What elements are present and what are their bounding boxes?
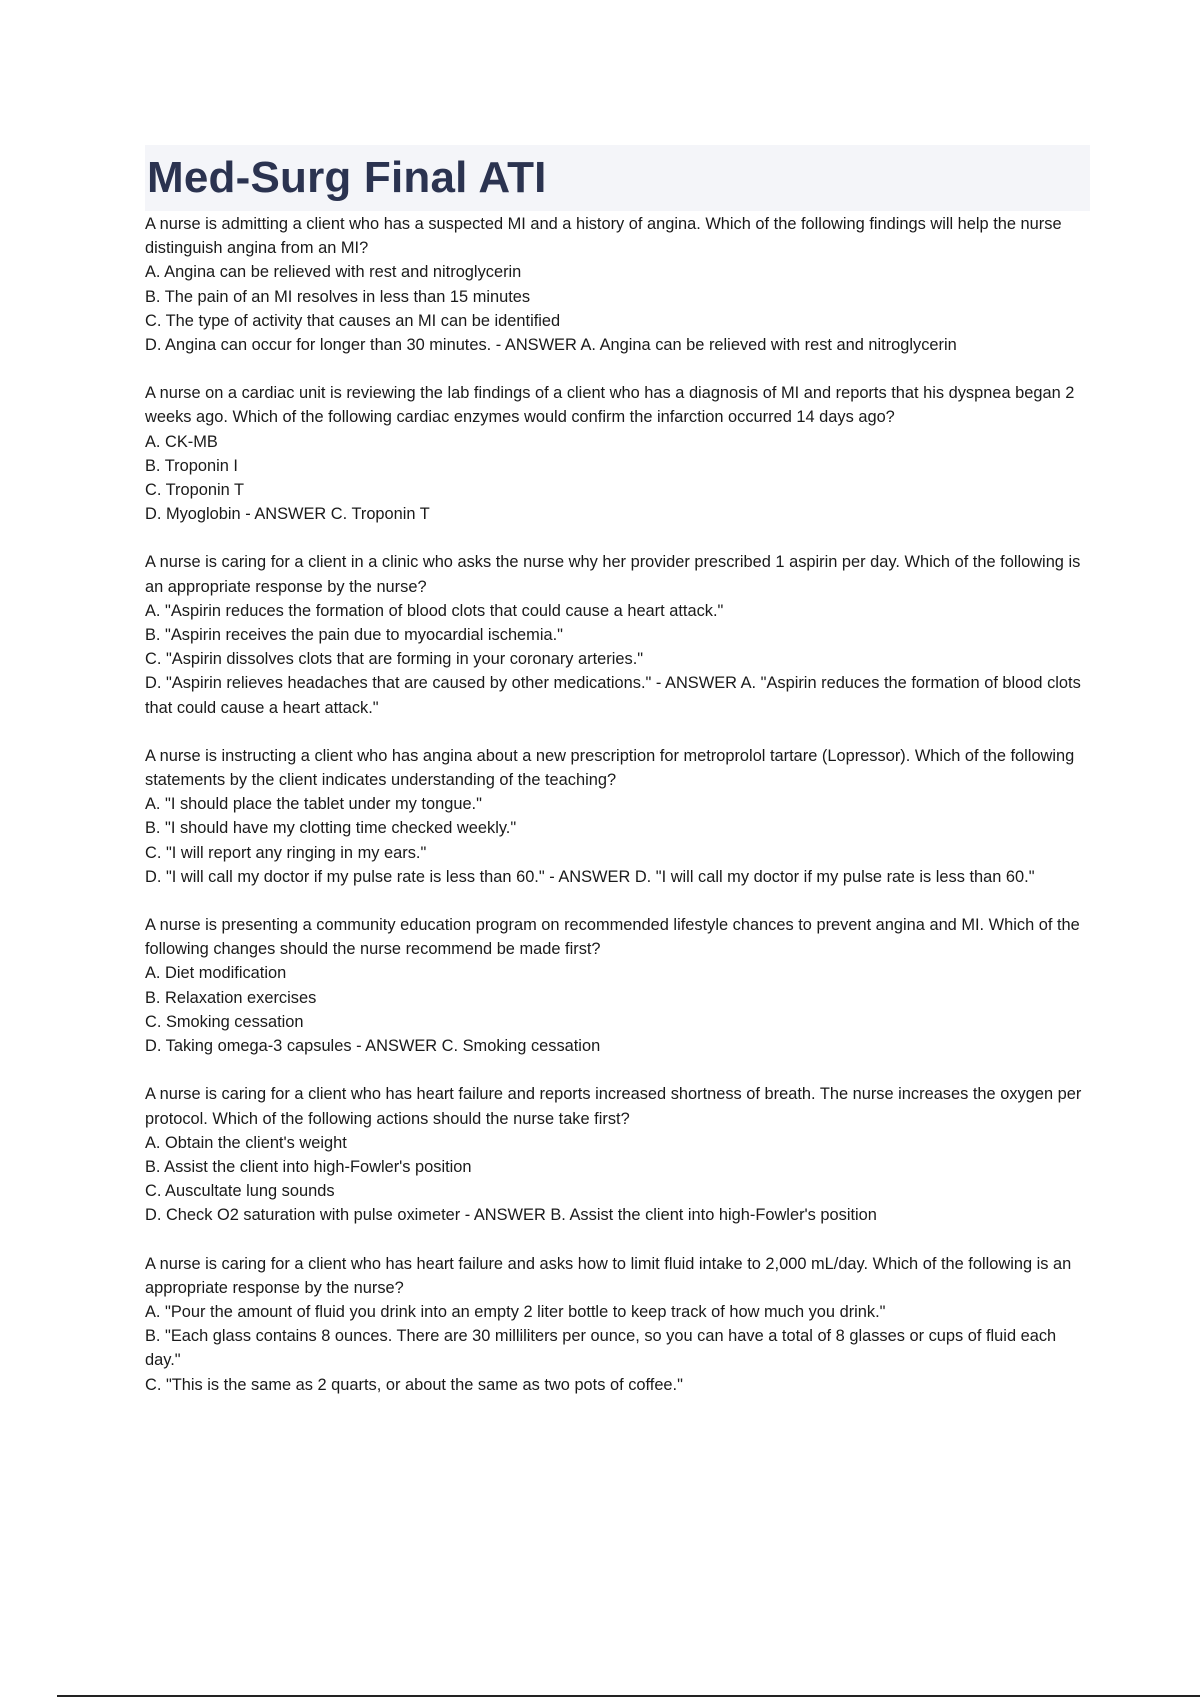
question-stem: A nurse is presenting a community education program on recommended lifestyle chances to prevent angina and MI. Which of the following changes should the nurse recommend be made first?	[145, 916, 1080, 959]
document-page	[145, 145, 1090, 1421]
answer-option: C. Smoking cessation	[145, 1012, 304, 1031]
answer-option: B. Troponin I	[145, 456, 238, 475]
answer-option-with-key: D. Check O2 saturation with pulse oximeter - ANSWER B. Assist the client into high-Fowler's position	[145, 1206, 877, 1225]
answer-option: C. "This is the same as 2 quarts, or about the same as two pots of coffee."	[145, 1375, 683, 1394]
question-list	[145, 212, 1090, 1397]
page-bottom-rule	[57, 1695, 1200, 1697]
question-block-6	[145, 1082, 1090, 1227]
answer-option: A. Diet modification	[145, 964, 287, 983]
answer-option: A. Angina can be relieved with rest and nitroglycerin	[145, 263, 522, 282]
answer-option: B. The pain of an MI resolves in less than 15 minutes	[145, 287, 531, 306]
question-block-7	[145, 1252, 1090, 1397]
answer-option: B. Relaxation exercises	[145, 988, 317, 1007]
answer-option: C. Auscultate lung sounds	[145, 1182, 335, 1201]
question-stem: A nurse is instructing a client who has angina about a new prescription for metroprolol tartare (Lopressor). Which of the following statements by the client indicates understanding of the teaching?	[145, 746, 1075, 790]
answer-option: B. "Each glass contains 8 ounces. There are 30 milliliters per ounce, so you can have a total of 8 glasses or cups of fluid each day."	[145, 1327, 1057, 1370]
answer-option: C. "Aspirin dissolves clots that are forming in your coronary arteries."	[145, 650, 644, 669]
question-block-1	[145, 212, 1090, 357]
question-stem: A nurse on a cardiac unit is reviewing the lab findings of a client who has a diagnosis of MI and reports that his dyspnea began 2 weeks ago. Which of the following cardiac enzymes would confirm the infarction occurred 14 days ago?	[145, 384, 1075, 427]
answer-option: A. Obtain the client's weight	[145, 1133, 347, 1152]
question-block-2	[145, 381, 1090, 526]
question-stem: A nurse is caring for a client in a clinic who asks the nurse why her provider prescribed 1 aspirin per day. Which of the following is an appropriate response by the nurse?	[145, 553, 1081, 596]
answer-option-with-key: D. "I will call my doctor if my pulse rate is less than 60." - ANSWER D. "I will call my doctor if my pulse rate is less than 60."	[145, 867, 1035, 886]
answer-option: A. "Pour the amount of fluid you drink into an empty 2 liter bottle to keep track of how much you drink."	[145, 1302, 886, 1321]
answer-option: B. "Aspirin receives the pain due to myocardial ischemia."	[145, 626, 563, 645]
answer-option: B. Assist the client into high-Fowler's position	[145, 1157, 472, 1176]
question-stem: A nurse is admitting a client who has a suspected MI and a history of angina. Which of the following findings will help the nurse distinguish angina from an MI?	[145, 215, 1062, 258]
question-stem: A nurse is caring for a client who has heart failure and reports increased shortness of breath. The nurse increases the oxygen per protocol. Which of the following actions should the nurse take first?	[145, 1085, 1082, 1128]
answer-option: C. "I will report any ringing in my ears."	[145, 843, 427, 862]
answer-option-with-key: D. Angina can occur for longer than 30 minutes. - ANSWER A. Angina can be relieved with rest and nitroglycerin	[145, 336, 957, 355]
document-title: Med-Surg Final ATI	[147, 153, 547, 202]
answer-option: A. "I should place the tablet under my tongue."	[145, 795, 482, 814]
answer-option: A. CK-MB	[145, 432, 218, 451]
question-block-5	[145, 913, 1090, 1058]
answer-option: B. "I should have my clotting time checked weekly."	[145, 819, 517, 838]
answer-option: C. Troponin T	[145, 481, 244, 500]
answer-option: C. The type of activity that causes an MI can be identified	[145, 311, 561, 330]
question-stem: A nurse is caring for a client who has heart failure and asks how to limit fluid intake to 2,000 mL/day. Which of the following is an appropriate response by the nurse?	[145, 1254, 1072, 1297]
answer-option-with-key: D. Myoglobin - ANSWER C. Troponin T	[145, 505, 430, 524]
answer-option-with-key: D. Taking omega-3 capsules - ANSWER C. Smoking cessation	[145, 1037, 601, 1056]
answer-option: A. "Aspirin reduces the formation of blood clots that could cause a heart attack."	[145, 601, 724, 620]
title-band	[145, 145, 1090, 211]
question-block-3	[145, 550, 1090, 719]
question-block-4	[145, 744, 1090, 889]
answer-option-with-key: D. "Aspirin relieves headaches that are caused by other medications." - ANSWER A. "Aspirin reduces the formation of blood clots that could cause a heart attack."	[145, 674, 1081, 717]
